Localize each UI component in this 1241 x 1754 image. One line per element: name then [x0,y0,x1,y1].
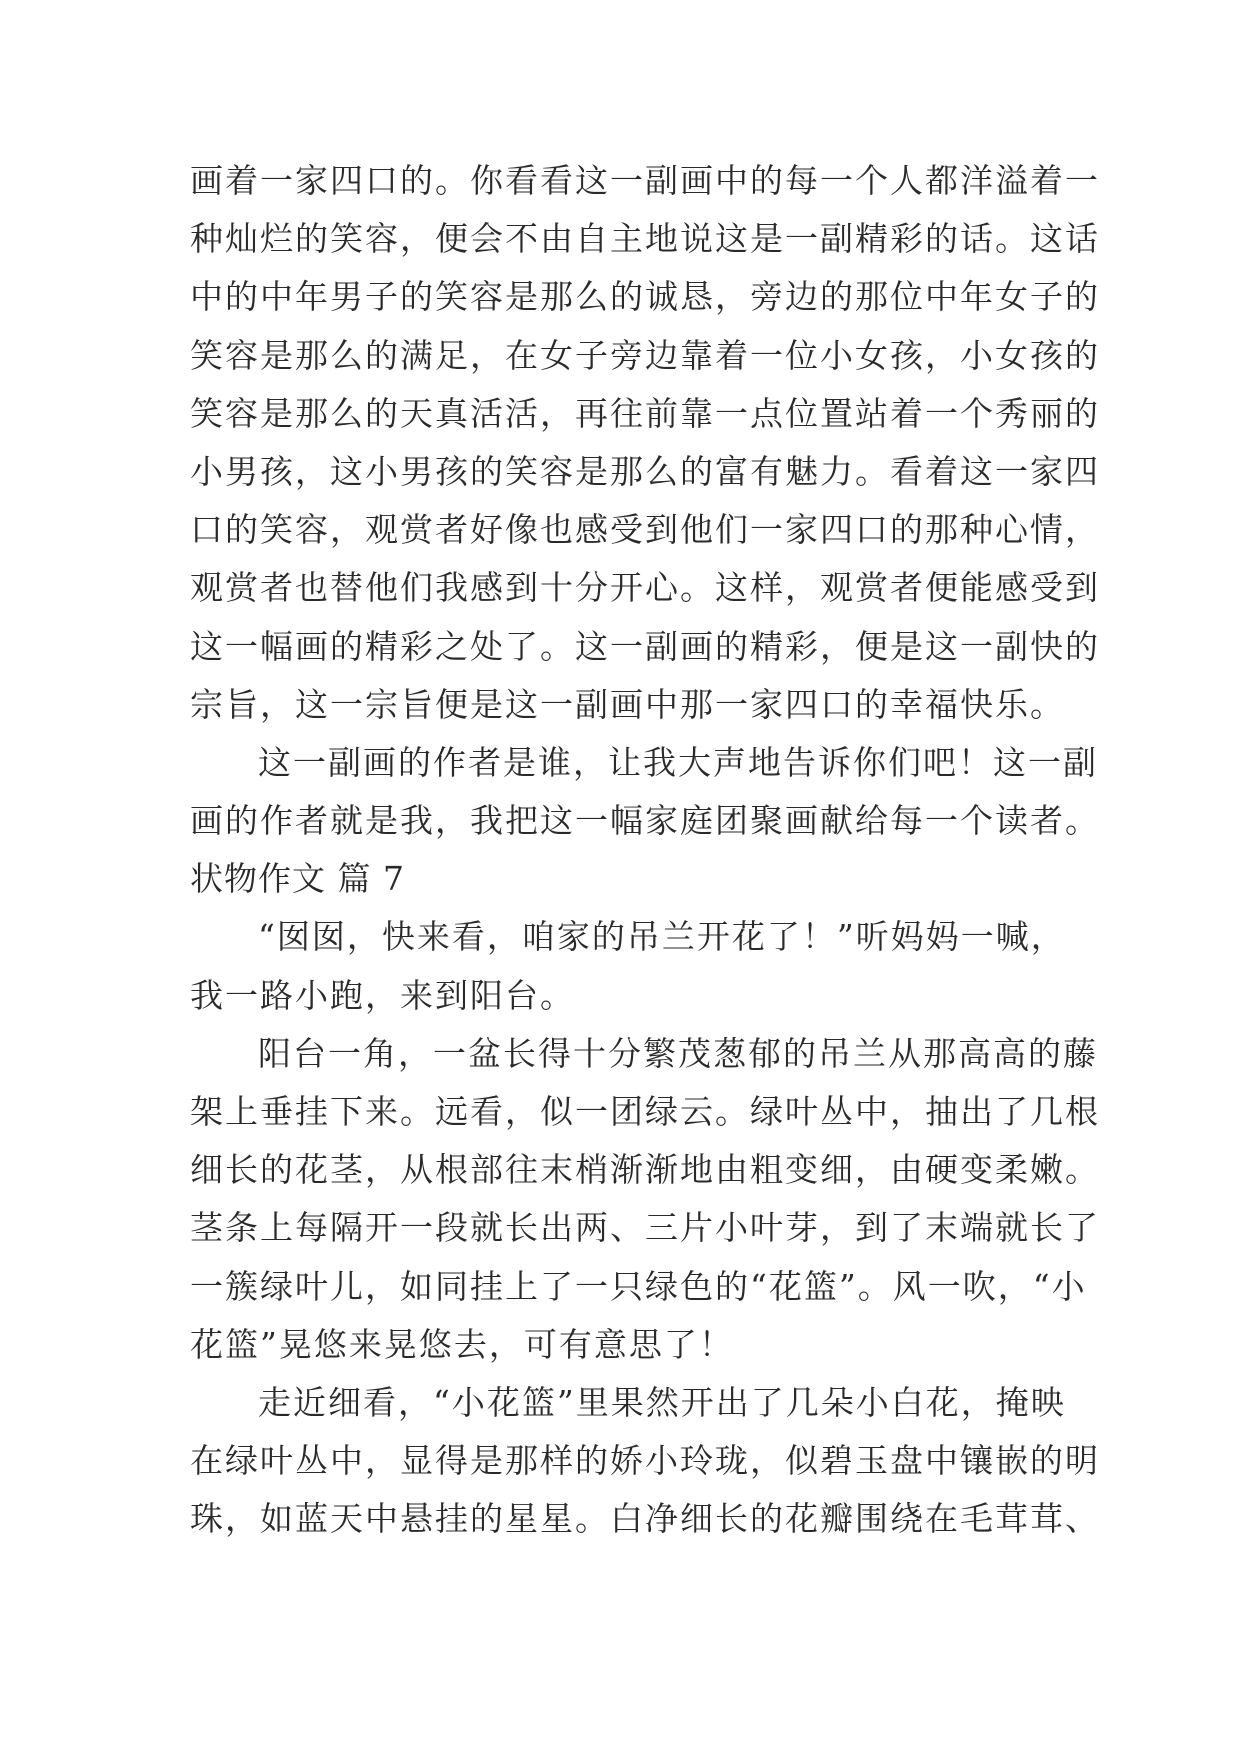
text-line: 架上垂挂下来。远看，似一团绿云。绿叶丛中，抽出了几根 [190,1092,1100,1131]
text-line-indented: “囡囡，快来看，咱家的吊兰开花了！”听妈妈一喊， [258,917,1066,957]
text-line: 笑容是那么的天真活活，再往前靠一点位置站着一个秀丽的 [190,393,1100,433]
text-line: 笑容是那么的满足，在女子旁边靠着一位小女孩，小女孩的 [190,335,1100,375]
text-line: 细长的花茎，从根部往末梢渐渐地由粗变细，由硬变柔嫩。 [190,1150,1100,1190]
text-line: 茎条上每隔开一段就长出两、三片小叶芽，到了末端就长了 [190,1208,1100,1248]
text-line: 一簇绿叶儿，如同挂上了一只绿色的“花篮”。风一吹，“小 [190,1266,1087,1306]
text-line: 画的作者就是我，我把这一幅家庭团聚画献给每一个读者。 [190,801,1100,841]
text-line: 画着一家四口的。你看看这一副画中的每一个人都洋溢着一 [190,161,1100,200]
text-line: 小男孩，这小男孩的笑容是那么的富有魅力。看着这一家四 [190,451,1100,491]
text-line: 在绿叶丛中，显得是那样的娇小玲珑，似碧玉盘中镶嵌的明 [190,1441,1100,1481]
text-line: 种灿烂的笑容，便会不由自主地说这是一副精彩的话。这话 [190,219,1100,259]
text-line: 珠，如蓝天中悬挂的星星。白净细长的花瓣围绕在毛茸茸、 [190,1499,1100,1539]
text-line: 宗旨，这一宗旨便是这一副画中那一家四口的幸福快乐。 [190,684,1065,724]
text-line-indented: 这一副画的作者是谁，让我大声地告诉你们吧！这一副 [258,742,1098,782]
section-heading: 状物作文 篇 7 [190,859,405,899]
text-line-indented: 阳台一角，一盆长得十分繁茂葱郁的吊兰从那高高的藤 [258,1033,1098,1073]
document-body [190,152,1100,1549]
text-line: 这一幅画的精彩之处了。这一副画的精彩，便是这一副快的 [190,626,1100,666]
text-line: 我一路小跑，来到阳台。 [190,975,575,1015]
text-line-indented: 走近细看，“小花篮”里果然开出了几朵小白花，掩映 [258,1382,1066,1422]
text-line: 花篮”晃悠来晃悠去，可有意思了！ [190,1324,734,1364]
text-line: 口的笑容，观赏者好像也感受到他们一家四口的那种心情， [190,510,1100,550]
text-line: 观赏者也替他们我感到十分开心。这样，观赏者便能感受到 [190,568,1100,608]
text-line: 中的中年男子的笑容是那么的诚恳，旁边的那位中年女子的 [190,277,1100,317]
